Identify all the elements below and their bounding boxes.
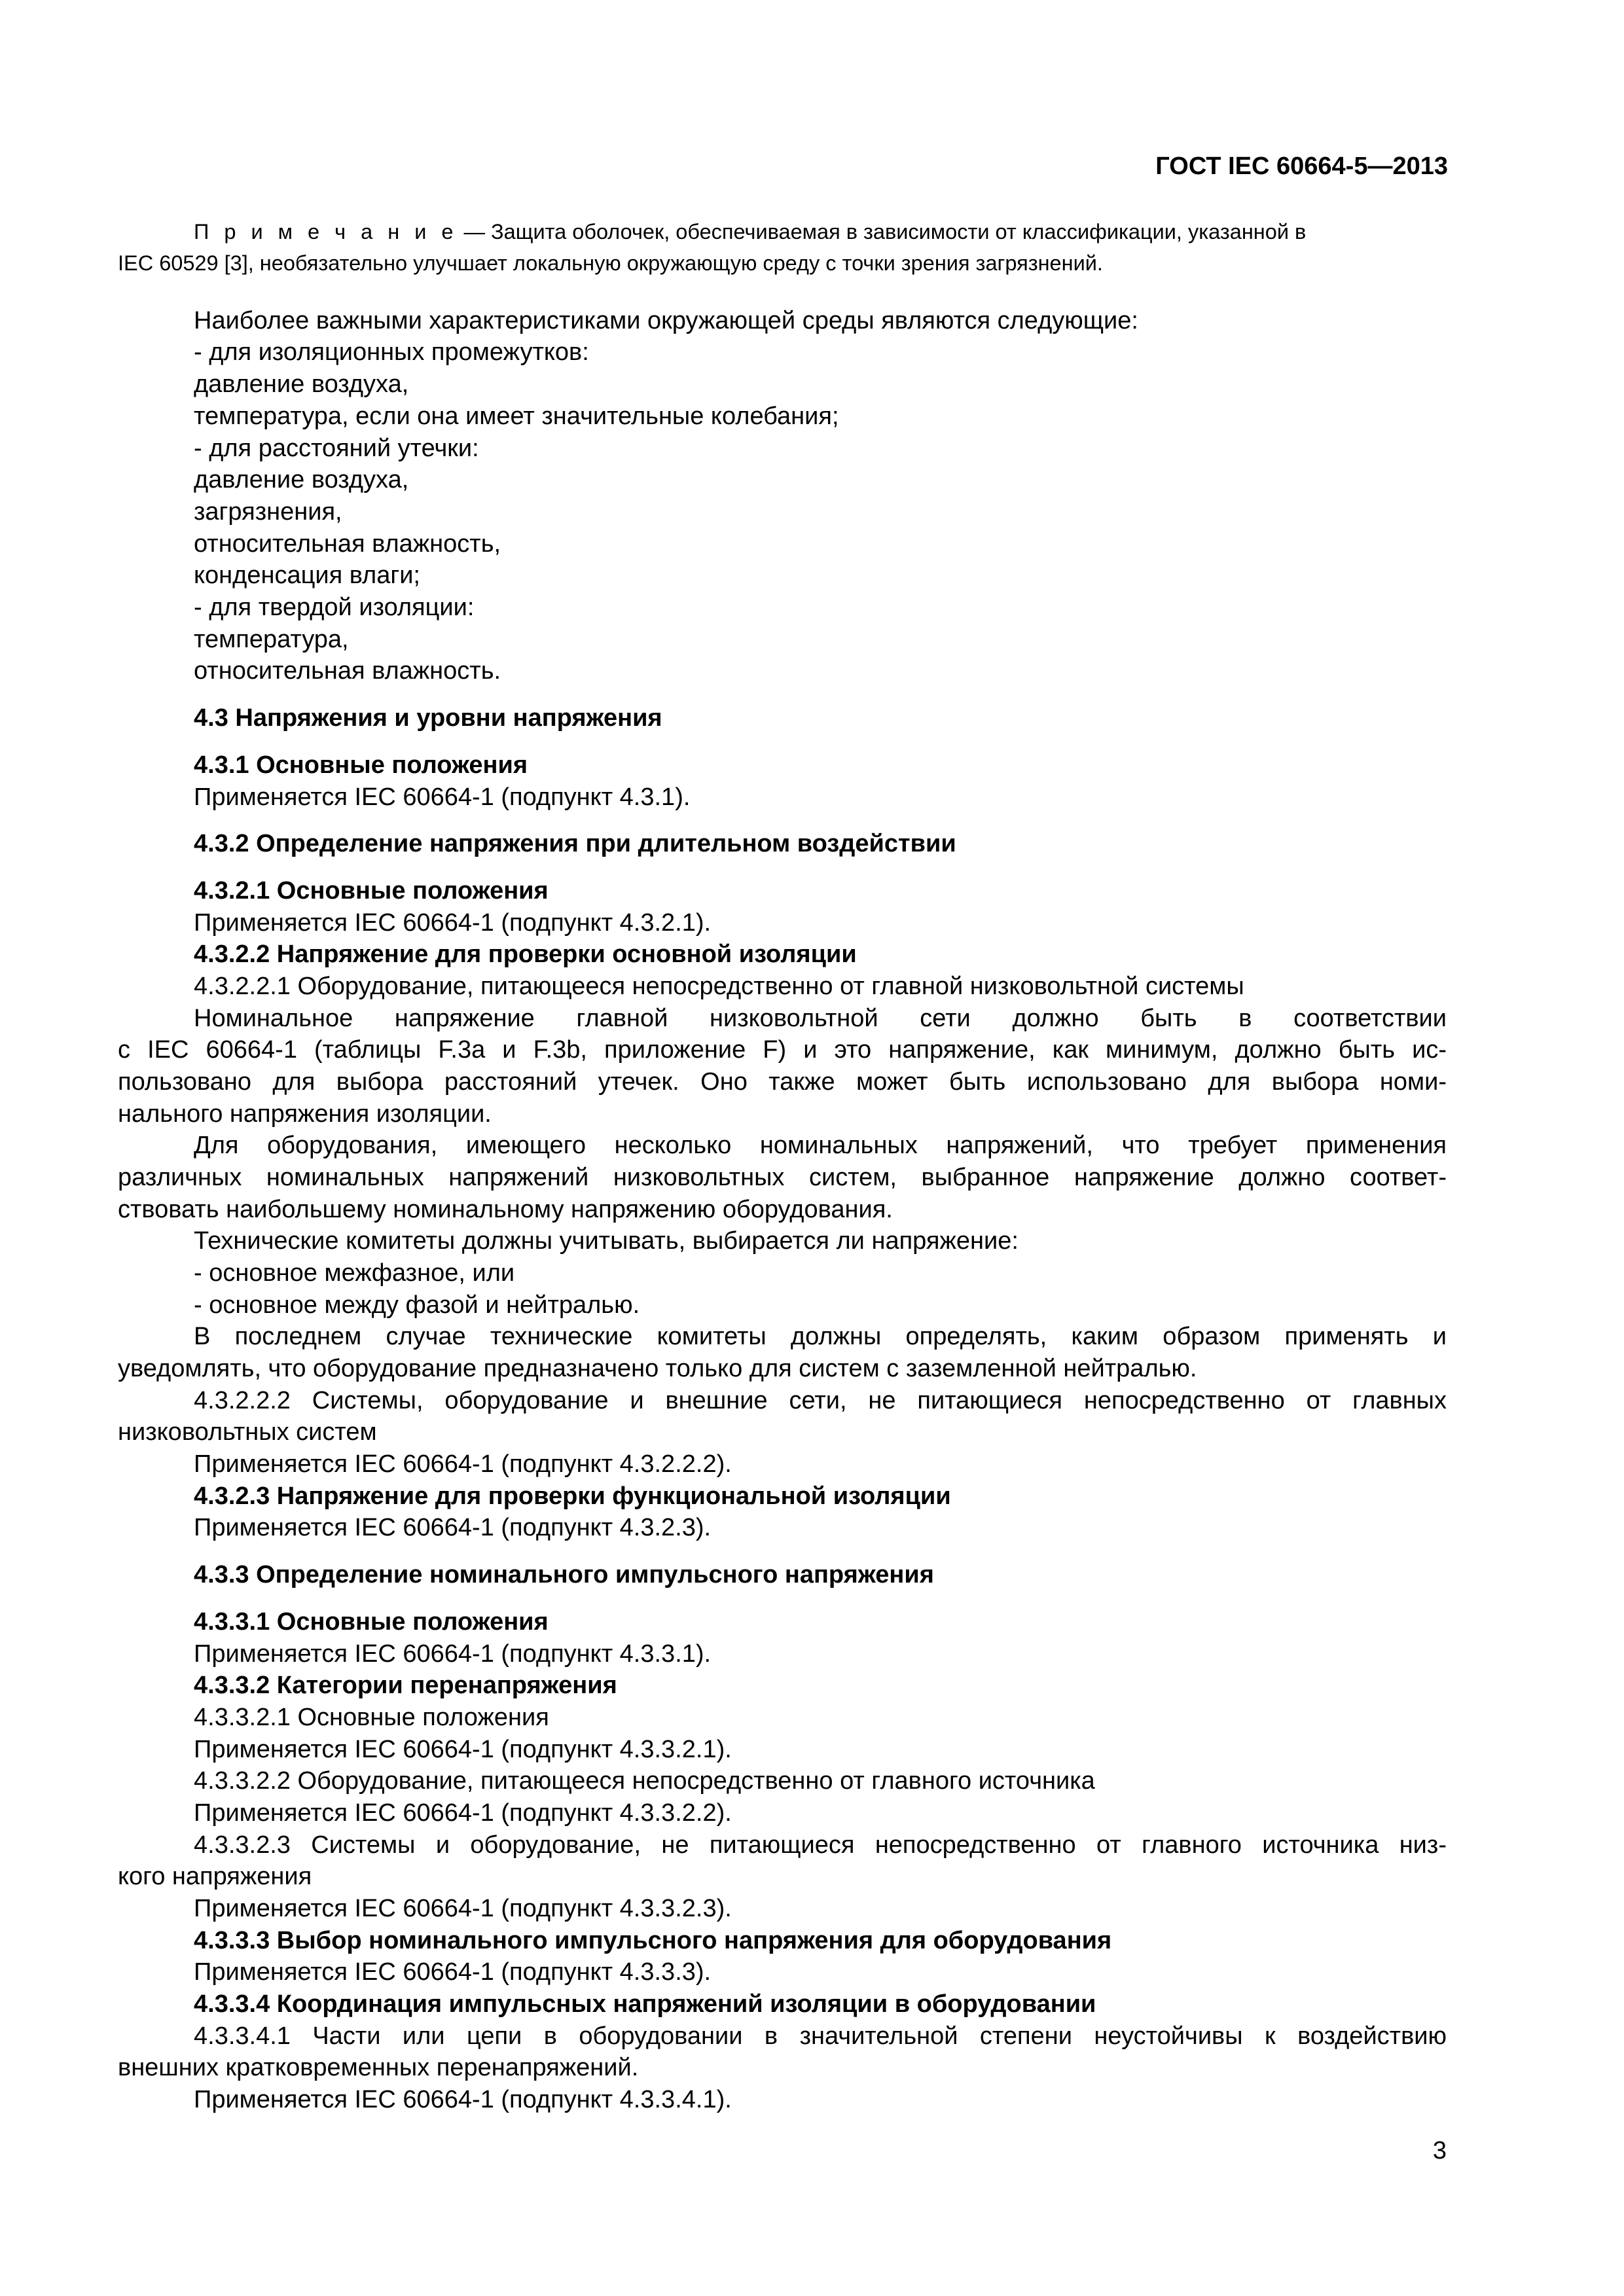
body-line: давление воздуха, (194, 370, 409, 398)
body-line: Применяется IEC 60664-1 (подпункт 4.3.3.1). (194, 1640, 712, 1668)
subsection-heading: 4.3.3.4 Координация импульсных напряжений изоляции в оборудовании (194, 1990, 1096, 2018)
body-line: 4.3.2.2.1 Оборудование, питающееся непосредственно от главной низковольтной системы (194, 973, 1244, 1000)
subsection-heading: 4.3.2 Определение напряжения при длительном воздействии (194, 830, 956, 857)
body-line: Применяется IEC 60664-1 (подпункт 4.3.3.4.1). (194, 2086, 732, 2113)
body-line: нального напряжения изоляции. (118, 1100, 492, 1128)
note-line-1 (194, 216, 1447, 247)
body-line: различных номинальных напряжений низковольтных систем, выбранное напряжение должно соответ- (118, 1164, 1447, 1191)
section-heading: 4.3 Напряжения и уровни напряжения (194, 704, 662, 732)
subsection-heading: 4.3.3 Определение номинального импульсного напряжения (194, 1561, 934, 1588)
body-line: загрязнения, (194, 498, 342, 526)
body-line: 4.3.3.2.1 Основные положения (194, 1704, 549, 1731)
body-line: температура, (194, 626, 349, 653)
body-line: Для оборудования, имеющего несколько номинальных напряжений, что требует применения (194, 1132, 1447, 1159)
body-line: Наиболее важными характеристиками окружающей среды являются следующие: (194, 307, 1138, 334)
body-line: В последнем случае технические комитеты должны определять, каким образом применять и (194, 1323, 1447, 1350)
subsection-heading: 4.3.1 Основные положения (194, 751, 528, 779)
body-line: давление воздуха, (194, 466, 409, 493)
note-label: П р и м е ч а н и е (194, 220, 458, 243)
subsection-heading: 4.3.2.1 Основные положения (194, 877, 549, 905)
body-line: - для расстояний утечки: (194, 435, 479, 462)
body-line: кого напряжения (118, 1863, 312, 1890)
body-line: Применяется IEC 60664-1 (подпункт 4.3.3.2.2). (194, 1799, 732, 1827)
body-line: 4.3.3.2.3 Системы и оборудование, не питающиеся непосредственно от главного источника низ- (194, 1831, 1447, 1859)
body-line: Применяется IEC 60664-1 (подпункт 4.3.3.3). (194, 1958, 712, 1986)
body-line: с IEC 60664-1 (таблицы F.3a и F.3b, приложение F) и это напряжение, как минимум, должно быть ис- (118, 1036, 1447, 1064)
body-line: относительная влажность, (194, 530, 501, 558)
subsection-heading: 4.3.2.3 Напряжение для проверки функциональной изоляции (194, 1482, 951, 1510)
body-line: 4.3.3.2.2 Оборудование, питающееся непосредственно от главного источника (194, 1767, 1095, 1795)
body-line: - основное межфазное, или (194, 1259, 515, 1287)
document-code: ГОСТ IEC 60664-5—2013 (1155, 152, 1448, 180)
body-line: относительная влажность. (194, 657, 501, 685)
body-line: Применяется IEC 60664-1 (подпункт 4.3.3.2.3). (194, 1895, 732, 1922)
subsection-heading: 4.3.3.3 Выбор номинального импульсного напряжения для оборудования (194, 1927, 1112, 1954)
note-text: — Защита оболочек, обеспечиваемая в зависимости от классификации, указанной в (463, 220, 1307, 243)
body-line: пользовано для выбора расстояний утечек. Оно также может быть использовано для выбора номи- (118, 1068, 1447, 1096)
note-line-2: IEC 60529 [3], необязательно улучшает локальную окружающую среду с точки зрения загрязнений. (118, 251, 1103, 275)
body-line: Применяется IEC 60664-1 (подпункт 4.3.3.2.1). (194, 1736, 732, 1763)
body-line: температура, если она имеет значительные колебания; (194, 403, 839, 430)
body-line: Применяется IEC 60664-1 (подпункт 4.3.2.1). (194, 909, 712, 937)
subsection-heading: 4.3.2.2 Напряжение для проверки основной изоляции (194, 941, 857, 968)
subsection-heading: 4.3.3.1 Основные положения (194, 1608, 549, 1636)
body-line: 4.3.2.2.2 Системы, оборудование и внешние сети, не питающиеся непосредственно от главных (194, 1387, 1447, 1414)
body-line: Применяется IEC 60664-1 (подпункт 4.3.2.2.2). (194, 1450, 732, 1478)
body-line: Номинальное напряжение главной низковольтной сети должно быть в соответствии (194, 1005, 1447, 1032)
body-line: Применяется IEC 60664-1 (подпункт 4.3.1). (194, 783, 691, 811)
body-line: внешних кратковременных перенапряжений. (118, 2054, 639, 2081)
body-line: уведомлять, что оборудование предназначено только для систем с заземленной нейтралью. (118, 1355, 1197, 1382)
body-line: - для изоляционных промежутков: (194, 338, 589, 366)
body-line: 4.3.3.4.1 Части или цепи в оборудовании в значительной степени неустойчивы к воздействию (194, 2022, 1447, 2050)
body-line: - основное между фазой и нейтралью. (194, 1291, 640, 1319)
body-line: конденсация влаги; (194, 562, 420, 589)
subsection-heading: 4.3.3.2 Категории перенапряжения (194, 1672, 617, 1699)
body-line: - для твердой изоляции: (194, 594, 475, 621)
body-line: Технические комитеты должны учитывать, выбирается ли напряжение: (194, 1227, 1019, 1255)
body-line: низковольтных систем (118, 1418, 377, 1446)
body-line: ствовать наибольшему номинальному напряжению оборудования. (118, 1196, 893, 1223)
page-number: 3 (1432, 2137, 1447, 2164)
body-line: Применяется IEC 60664-1 (подпункт 4.3.2.3). (194, 1514, 712, 1541)
